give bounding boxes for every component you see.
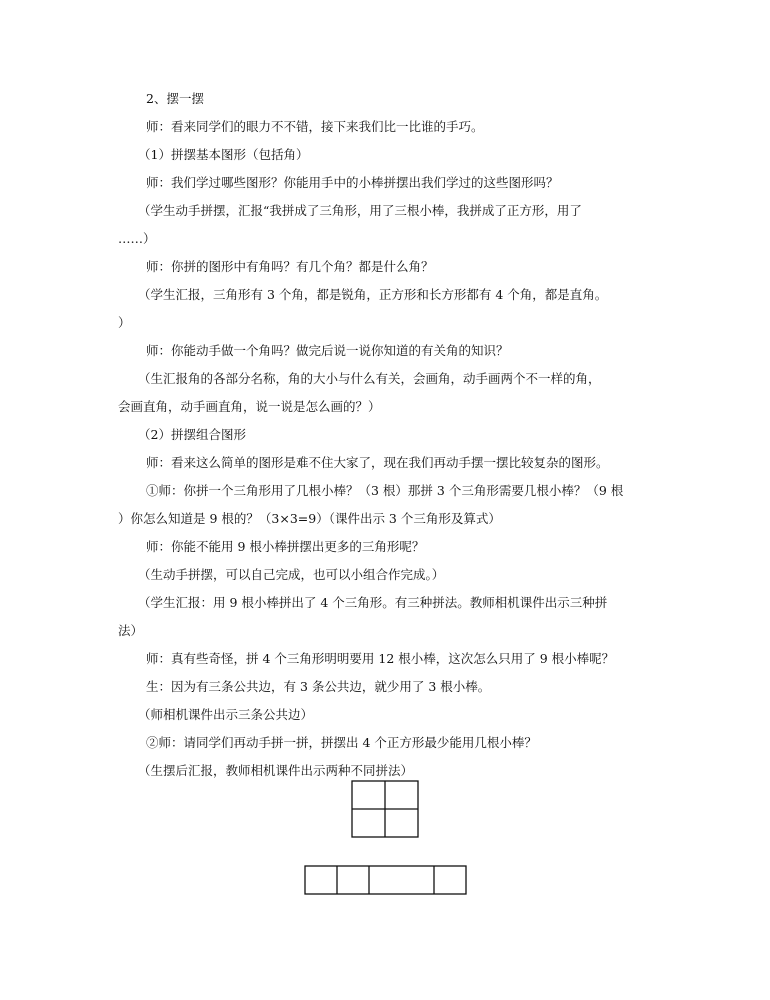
teacher-line-shapes-learned: 师：我们学过哪些图形？你能用手中的小棒拼摆出我们学过的这些图形吗？ — [146, 175, 559, 190]
subheading-basic-shapes: （1）拼摆基本图形（包括角） — [138, 147, 309, 162]
teacher-line-complex-shapes: 师：看来这么简单的图形是难不住大家了，现在我们再动手摆一摆比较复杂的图形。 — [146, 455, 609, 470]
four-squares-row-figure — [304, 865, 469, 897]
student-report-two-methods: （生摆后汇报，教师相机课件出示两种不同拼法） — [138, 763, 414, 778]
student-report-line-2: ……） — [118, 231, 156, 246]
square-grid-2x2-figure — [351, 780, 421, 840]
student-action-line: （生动手拼摆，可以自己完成，也可以小组合作完成。） — [138, 567, 445, 582]
student-angle-parts-line-1: （生汇报角的各部分名称，角的大小与什么有关，会画角，动手画两个不一样的角， — [138, 371, 601, 386]
teacher-line-triangle-sticks-1: ①师：你拼一个三角形用了几根小棒？（3 根）那拼 3 个三角形需要几根小棒？（9 根 — [146, 483, 624, 498]
student-four-triangles-line-2: 法） — [118, 623, 144, 638]
teacher-line-strange: 师：真有些奇怪，拼 4 个三角形明明要用 12 根小棒，这次怎么只用了 9 根小棒呢？ — [146, 651, 615, 666]
teacher-line-nine-sticks: 师：你能不能用 9 根小棒拼摆出更多的三角形呢？ — [146, 539, 425, 554]
section-heading-arrange: 2、摆一摆 — [146, 91, 204, 106]
subheading-combined-shapes: （2）拼摆组合图形 — [138, 427, 246, 442]
teacher-line-make-angle: 师：你能动手做一个角吗？做完后说一说你知道的有关角的知识？ — [146, 343, 509, 358]
student-angles-line-2: ） — [118, 315, 131, 330]
teacher-line-triangle-sticks-2: ）你怎么知道是 9 根的？（3×3=9）（课件出示 3 个三角形及算式） — [118, 511, 501, 526]
student-angles-line-1: （学生汇报，三角形有 3 个角，都是锐角，正方形和长方形都有 4 个角，都是直角。 — [138, 287, 608, 302]
student-report-line-1: （学生动手拼摆，汇报“我拼成了三角形，用了三根小棒，我拼成了正方形，用了 — [138, 203, 582, 218]
teacher-line-angles: 师：你拼的图形中有角吗？有几个角？都是什么角？ — [146, 259, 434, 274]
student-four-triangles-line-1: （学生汇报：用 9 根小棒拼出了 4 个三角形。有三种拼法。教师相机课件出示三种拼 — [138, 595, 608, 610]
teacher-line-four-squares: ②师：请同学们再动手拼一拼，拼摆出 4 个正方形最少能用几根小棒？ — [146, 735, 537, 750]
student-angle-parts-line-2: 会画直角，动手画直角，说一说是怎么画的？） — [118, 399, 381, 414]
teacher-line-handskill: 师：看来同学们的眼力不不错，接下来我们比一比谁的手巧。 — [146, 119, 484, 134]
student-line-common-edges: 生：因为有三条公共边，有 3 条公共边，就少用了 3 根小棒。 — [146, 679, 491, 694]
teacher-show-common-edges: （师相机课件出示三条公共边） — [138, 707, 314, 722]
